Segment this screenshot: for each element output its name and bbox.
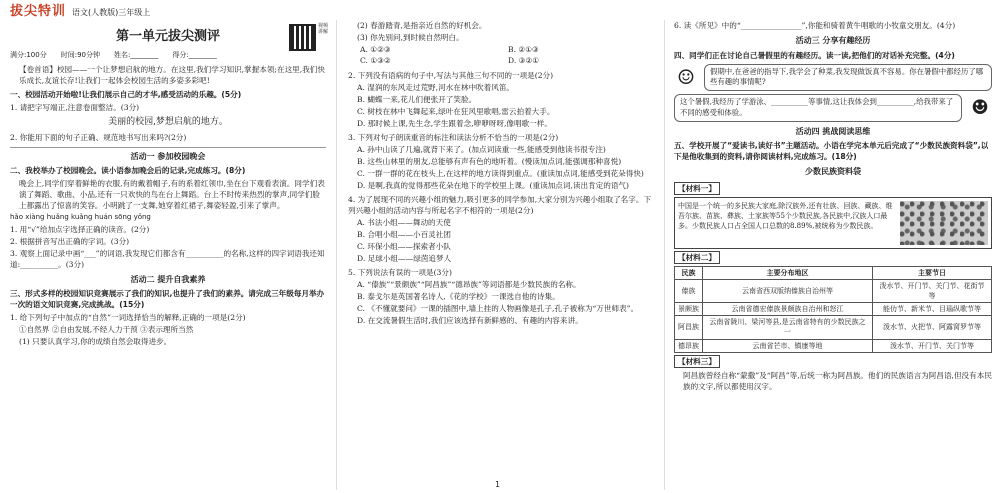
material-label: 【材料三】	[674, 355, 720, 368]
section-title: 一、校园活动开始啦!让我们展示自己的才华,感受活动的乐趣。(5分)	[10, 89, 242, 99]
boy-avatar-icon: ☺	[677, 64, 695, 89]
column-middle	[340, 0, 662, 493]
pinyin-list	[10, 212, 326, 222]
pinyin: huǎng	[46, 213, 69, 222]
pinyin: kuǎng huán	[71, 213, 113, 222]
option[interactable]: D. 是啊,我真的觉得那些花朵在地下的学校里上课。(重读加点词,读出肯定的语气)	[357, 181, 629, 190]
option[interactable]: A. 孙中山读了几遍,就背下来了。(加点词读重一些,能感受到他读书很专注)	[357, 145, 606, 154]
cell: 阿昌族	[675, 316, 703, 339]
cell: 傣族	[675, 279, 703, 302]
table-row	[675, 279, 992, 302]
pinyin: sōng yǒng	[114, 213, 151, 222]
col-header: 主要节日	[873, 266, 992, 279]
page-number: 1	[495, 480, 501, 490]
brand-header	[10, 3, 326, 22]
qr-label: 视频讲解	[318, 23, 329, 35]
cell: 泼水节、开门节、关门节、花街节等	[873, 279, 992, 302]
section-title: 二、我校举办了校园晚会。读小语参加晚会后的记录,完成练习。(8分)	[10, 166, 246, 176]
cell: 泼水节、火把节、阿露窝罗节等	[873, 316, 992, 339]
option[interactable]: C. 一群一群的花在枝头上,在这样的地方读得到重点。(重读加点词,能感受到花朵得快)	[357, 169, 644, 178]
material-text: 阿昌族曾经自称“蒙撒”及“阿昌”等,后统一称为阿昌族。他们的民族语言为阿昌语,但没有本民族的文字,所以都使用汉字。	[683, 370, 992, 391]
col-header: 主要分布地区	[702, 266, 872, 279]
section-title: 五、学校开展了“爱读书,读好书”主题活动。小语在学完本单元后完成了“少数民族资料袋”,以下是他收集到的资料,请你阅读材料,完成练习。(18分)	[674, 141, 989, 162]
option[interactable]: B. 泰戈尔是英国著名诗人,《花的学校》一课选自他的诗集。	[357, 292, 560, 301]
reading-passage: 晚会上,同学们穿着鲜艳的衣服,有的戴着帽子,有的系着红领巾,坐在台下观看表演。同学们表演了舞蹈、歌曲、小品,还有一只欢快的鸟在台上舞蹈。台上不时传来热烈的掌声,同学们脸上都露出了惊喜的笑容。小明跳了一支舞,她穿着红裙子,舞姿轻盈,引来了掌声。	[19, 179, 325, 211]
dialog-row	[674, 94, 992, 121]
option[interactable]: D. 足球小组——绿茵追梦人	[357, 254, 452, 263]
ethnic-table	[674, 266, 992, 353]
option[interactable]: C. 树枝在林中飞舞起来,绿叶在狂风里歌唱,雷云拍着大手。	[357, 107, 555, 116]
question-item: (2) 春游踏青,是指亲近自然的好机会。	[357, 21, 487, 30]
info-full-score: 满分:100分	[10, 50, 47, 59]
dialog-row	[674, 64, 992, 91]
option[interactable]: C. 环保小组——探索者小队	[357, 242, 451, 251]
score-info	[10, 50, 326, 60]
question-options: ①自然界 ②自由发展,不经人力干预 ③表示理所当然	[19, 325, 194, 335]
question: 1. 请把字写端正,注意卷面整洁。(3分)	[10, 102, 140, 112]
speech-bubble: 这个暑假,我经历了学游泳、__________等事情,这让我体会到__________,给我带来了不同的感受和体验。	[674, 94, 962, 121]
material-label: 【材料一】	[674, 182, 720, 195]
options	[348, 44, 656, 66]
question: 3. 观察上面记录中画“___”的词语,我发现它们都含有__________的名称,这样的四字词语我还知道:__________。(3分)	[10, 248, 325, 269]
question: 1. 给下列句子中加点的“自然”一词选择恰当的解释,正确的一项是(2分)	[10, 313, 246, 323]
cell: 德昂族	[675, 339, 703, 352]
section-title: 三、形式多样的校园知识竞赛展示了我们的知识,也提升了我们的素养。请完成三年级每月举办一次的语文知识竞赛,完成挑战。(15分)	[10, 289, 325, 310]
option[interactable]: D. ③②①	[508, 56, 540, 65]
activity-title: 活动一 参加校园晚会	[10, 147, 326, 163]
cell: 云南省陇川、梁河等县,是云南省特有的少数民族之一	[702, 316, 872, 339]
cell: 云南省芒市、镇康等地	[702, 339, 872, 352]
data-bag-title: 少数民族资料袋	[805, 167, 861, 177]
cell: 景颇族	[675, 303, 703, 316]
question-item: (3) 你先别问,到时候自然明白。	[357, 33, 464, 42]
option[interactable]: D. 那时候上课,先生念,学生跟着念,咿咿呀呀,像唱歌一样。	[357, 119, 552, 128]
question: 2. 根据拼音写出正确的字词。(3分)	[10, 236, 130, 246]
activity-title: 活动三 分享有趣经历	[795, 36, 871, 45]
option[interactable]: B. 合唱小组——小百灵社团	[357, 230, 451, 239]
cell: 云南省西双版纳傣族自治州等	[702, 279, 872, 302]
column-divider	[336, 20, 337, 490]
subject-label: 语文(人教版)三年级上	[72, 7, 151, 17]
info-score: 得分:________	[172, 50, 217, 59]
people-photo	[900, 201, 988, 245]
girl-avatar-icon: ☻	[971, 95, 989, 120]
material-text: 中国是一个统一的多民族大家庭,除汉族外,还有壮族、回族、藏族、维吾尔族、苗族、彝族、土家族等55个少数民族,各民族中,汉族人口最多。少数民族人口占全国人口总数的8.89%,被统称为少数民族。	[678, 201, 893, 230]
question: 4. 为了展现不同的兴趣小组的魅力,吸引更多的同学参加,大家分别为兴趣小组取了名字。下列兴趣小组的活动内容与所起名字不相符的一项是(2分)	[348, 195, 652, 215]
option[interactable]: B. 这些山林里的朋友,总能够有声有色的地听着。(慢读加点词,能强调那种喜悦)	[357, 157, 622, 166]
question: 6. 读《所见》中的“________________”,你能和骑着黄牛唱歌的小牧童交朋友。(4分)	[674, 21, 956, 30]
table-row	[675, 339, 992, 352]
section-title: 四、同学们正在讨论自己暑假里的有趣经历。读一读,把他们的对话补充完整。(4分)	[674, 50, 955, 60]
speech-bubble: 假期中,在爸爸的指导下,我学会了种菜,我发现做饭真不容易。你在暑假中都经历了哪些有趣的事情呢?	[704, 64, 992, 91]
cell: 泼水节、开门节、关门节等	[873, 339, 992, 352]
question: 1. 用“√”给加点字选择正确的读音。(2分)	[10, 224, 150, 234]
info-name: 姓名:________	[114, 50, 159, 59]
table-header	[675, 266, 992, 279]
copy-text: 美丽的校园,梦想启航的地方。	[108, 116, 228, 127]
cell: 云南省德宏傣族景颇族自治州和怒江	[702, 303, 872, 316]
col-header: 民族	[675, 266, 703, 279]
option[interactable]: A. 湿润的东风走过荒野,河水在林中吹着风笛。	[357, 83, 515, 92]
question: 3. 下列对句子朗读重音的标注和读法分析不恰当的一项是(2分)	[348, 133, 559, 142]
brand-logo: 拔尖特训	[10, 4, 67, 19]
option[interactable]: C. ①③②	[360, 56, 391, 65]
table-row	[675, 303, 992, 316]
option[interactable]: C. 《不懂就要问》一课的插图中,墙上挂的人物画像是孔子,孔子被称为“万世师表”。	[357, 304, 639, 313]
preface: 【卷首语】校园——一个让梦想启航的地方。在这里,我们学习知识,掌握本领;在这里,我们快乐成长,友谊长存!让我们一起体会校园生活的多姿多彩吧!	[19, 64, 325, 85]
activity-title: 活动四 挑战阅读思维	[795, 126, 871, 136]
question: 5. 下列说法有误的一项是(3分)	[348, 268, 452, 277]
table-row	[675, 316, 992, 339]
info-time: 时间:90分钟	[60, 50, 100, 59]
qr-code-icon[interactable]	[289, 24, 316, 51]
option[interactable]: D. 在交流暑假生活时,我们应该选择有新鲜感的、有趣的内容来讲。	[357, 316, 583, 325]
option[interactable]: B. ②①③	[508, 45, 539, 54]
question-item: (1) 只要认真学习,你的成绩自然会取得进步。	[19, 337, 172, 347]
question: 2. 你能用下面的句子正确、规范地书写出来吗?(2分)	[10, 132, 187, 142]
pinyin: hǎo xiàng	[10, 213, 45, 222]
option[interactable]: A. ①②③	[360, 45, 391, 54]
activity-title: 活动二 提升自我素养	[130, 274, 206, 284]
page-title: 第一单元拔尖测评	[115, 28, 220, 44]
column-right	[668, 0, 1000, 493]
option[interactable]: A. 书法小组——舞动的天使	[357, 218, 451, 227]
question: 2. 下列没有语病的句子中,写法与其他三句不同的一项是(2分)	[348, 71, 554, 80]
column-left	[0, 0, 334, 493]
column-divider	[664, 20, 665, 490]
option[interactable]: A. “傣族”“景颇族”“阿昌族”“德昂族”等词语都是少数民族的名称。	[357, 280, 581, 289]
option[interactable]: B. 蝴蝶一来,花儿们便张开了笑脸。	[357, 95, 477, 104]
cell: 能仂节、新米节、目瑙纵歌节等	[873, 303, 992, 316]
material-box	[674, 197, 992, 249]
material-label: 【材料二】	[674, 251, 720, 264]
